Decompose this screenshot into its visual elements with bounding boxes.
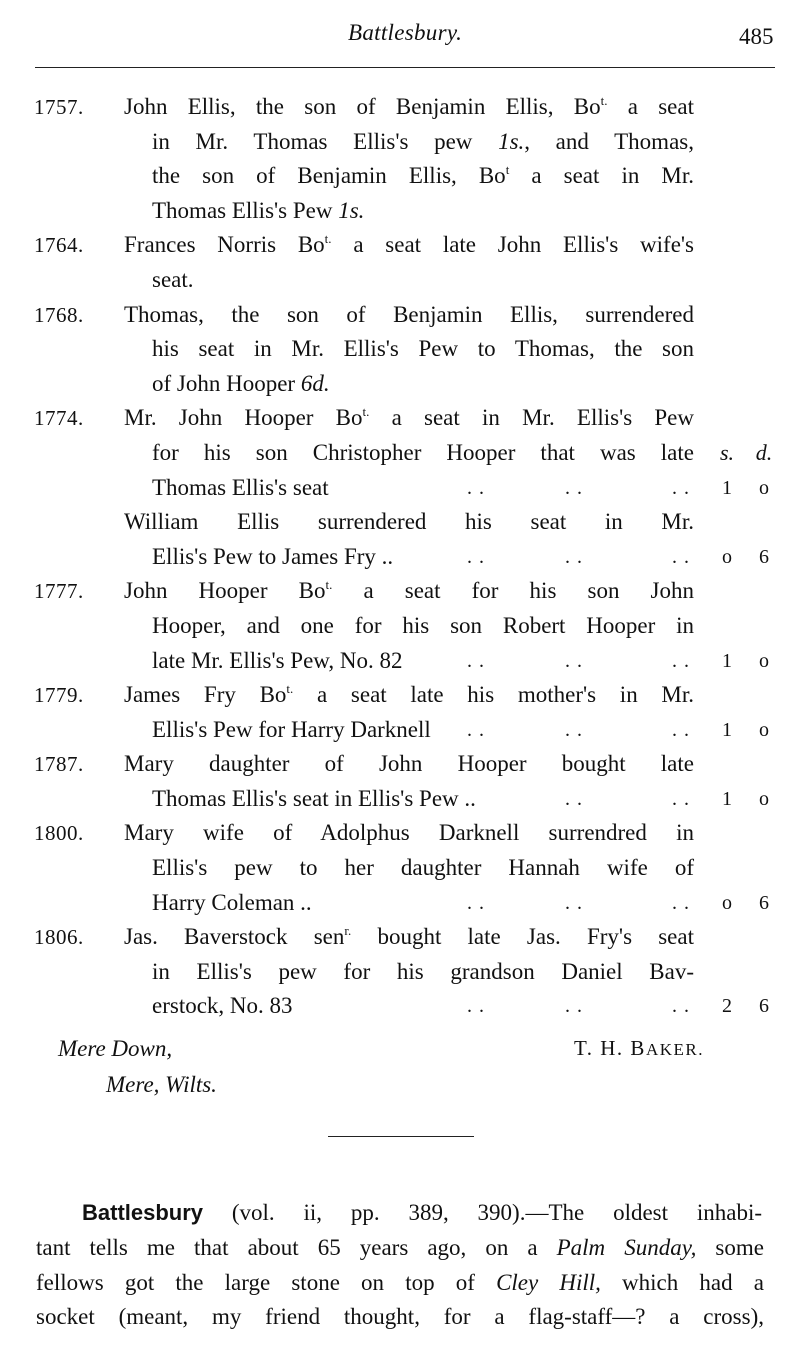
amount-shillings: 1 [722, 718, 732, 741]
entry-text [124, 747, 694, 782]
amount-pence: o [759, 476, 769, 499]
paragraph-line-4-text: socket (meant, my friend thought, for a flag-staff—? a cross), [36, 1304, 764, 1329]
signature-name [574, 1036, 704, 1061]
entry-text [124, 401, 694, 436]
entry-text-part: Mary daughter of John Hooper bought late [124, 751, 694, 777]
entry-text-part: William Ellis surrendered his seat in Mr. [124, 509, 694, 535]
register-entry [0, 90, 800, 228]
paragraph-line-2 [36, 1235, 764, 1261]
entry-line [0, 955, 800, 990]
entry-line [0, 747, 800, 782]
entry-line [0, 713, 800, 748]
dot-leader: . . [672, 545, 690, 568]
entry-text-part: , and Thomas, [524, 128, 694, 154]
dot-leader: . . [467, 995, 485, 1018]
entry-line [0, 471, 800, 506]
signature-initials: T. H. B [574, 1036, 646, 1060]
paragraph-line-2-end: some [696, 1235, 764, 1260]
dot-leader: . . [672, 718, 690, 741]
entry-text [124, 90, 694, 125]
signature-place: Mere Down, [58, 1036, 173, 1061]
amount-shillings: o [722, 545, 732, 568]
amount-pence: 6 [759, 995, 769, 1018]
entry-line [0, 505, 800, 540]
entry-year: 1774. [34, 406, 84, 431]
entry-text-part: Ellis's pew to her daughter Hannah wife of [152, 855, 694, 881]
entry-text [124, 228, 694, 263]
paragraph-line-3-end: which had a [600, 1270, 764, 1295]
amount-pence: 6 [759, 891, 769, 914]
entry-text [152, 540, 694, 575]
entry-text [152, 955, 694, 990]
entry-line [0, 194, 800, 229]
amount-inline: 1s. [338, 197, 365, 223]
pence-heading: d. [755, 439, 773, 465]
signature-place-county: Mere, Wilts. [106, 1072, 217, 1097]
dot-leader: . . [467, 891, 485, 914]
dot-leader: . . [672, 891, 690, 914]
paragraph-line-4 [36, 1304, 764, 1330]
entry-text-part: a seat late John Ellis's wife's [331, 232, 694, 258]
register-entry [0, 920, 800, 1024]
entry-text-part: Mr. John Hooper Bo [124, 405, 363, 431]
register-entry [0, 574, 800, 678]
section-divider [328, 1136, 474, 1137]
entry-text-part: late Mr. Ellis's Pew, No. 82 [152, 647, 403, 673]
running-head [0, 14, 800, 54]
entry-text-part: his seat in Mr. Ellis's Pew to Thomas, the son [152, 336, 694, 362]
entry-text [152, 989, 694, 1024]
entry-line [0, 401, 800, 436]
dot-leader: . . [672, 995, 690, 1018]
entry-text [152, 886, 694, 921]
entry-text [152, 471, 694, 506]
entry-text-part: Frances Norris Bo [124, 232, 325, 258]
entry-text-part: Mary wife of Adolphus Darknell surrendred in [124, 820, 694, 846]
signature-surname-rest: AKER. [645, 1040, 704, 1059]
entry-text-part: erstock, No. 83 [152, 993, 293, 1019]
signature-block [0, 1036, 800, 1106]
entry-text-part: for his son Christopher Hooper that was late [152, 439, 694, 465]
paragraph-line-1 [82, 1200, 762, 1226]
entry-line [0, 816, 800, 851]
entry-text [152, 851, 694, 886]
entry-text [152, 194, 694, 229]
paragraph-line-1-text: (vol. ii, pp. 389, 390).—The oldest inhabi- [203, 1200, 762, 1225]
superscript: r. [344, 923, 352, 939]
superscript: t. [324, 231, 332, 247]
entry-line [0, 609, 800, 644]
entry-text-part: of John Hooper [152, 370, 301, 396]
page-number: 485 [739, 24, 774, 49]
amount-pence: o [759, 649, 769, 672]
register-entry [0, 816, 800, 920]
entry-text-part: a seat in Mr. Ellis's Pew [369, 405, 694, 431]
cley-hill: Cley Hill, [496, 1270, 601, 1295]
entry-text-part: Thomas, the son of Benjamin Ellis, surrendered [124, 301, 694, 327]
dot-leader: . . [672, 787, 690, 810]
register-entry [0, 228, 800, 297]
entry-year: 1764. [34, 233, 84, 258]
entry-text-part: Harry Coleman .. [152, 889, 312, 915]
entry-year: 1757. [34, 95, 84, 119]
entry-year: 1800. [34, 821, 84, 846]
dot-leader: . . [565, 545, 583, 568]
entry-text-part: in Mr. Thomas Ellis's pew [152, 128, 499, 154]
entry-text [152, 263, 694, 298]
entry-line [0, 436, 800, 471]
entry-text [152, 644, 694, 679]
amount-shillings: 1 [722, 476, 732, 499]
register-entries [0, 90, 800, 1024]
amount-pence: o [759, 718, 769, 741]
dot-leader: . . [672, 649, 690, 672]
entry-line [0, 332, 800, 367]
amount-shillings: o [722, 891, 732, 914]
entry-text [152, 125, 694, 160]
entry-text-part: Jas. Baverstock sen [124, 924, 345, 950]
entry-text-part: in Ellis's pew for his grandson Daniel Bav- [152, 958, 694, 984]
entry-text [124, 920, 694, 955]
entry-text [152, 159, 694, 194]
dot-leader: . . [565, 787, 583, 810]
entry-text-part: Thomas Ellis's Pew [152, 197, 339, 223]
entry-line [0, 574, 800, 609]
entry-line [0, 678, 800, 713]
dot-leader: . . [467, 649, 485, 672]
entry-line [0, 125, 800, 160]
entry-line [0, 90, 800, 125]
entry-text [124, 816, 694, 851]
entry-text [152, 713, 694, 748]
superscript: t. [325, 577, 333, 593]
entry-text [152, 782, 694, 817]
entry-text-part: bought late Jas. Fry's seat [351, 924, 694, 950]
entry-text-part: Thomas Ellis's seat [152, 474, 329, 500]
amount-inline: 6d. [300, 370, 330, 396]
entry-line [0, 228, 800, 263]
dot-leader: . . [565, 891, 583, 914]
entry-year: 1806. [34, 925, 84, 950]
dot-leader: . . [565, 995, 583, 1018]
entry-line [0, 851, 800, 886]
superscript: t. [362, 404, 370, 420]
entry-text-part: John Ellis, the son of Benjamin Ellis, Bo [124, 94, 601, 119]
entry-text-part: the son of Benjamin Ellis, Bo [152, 163, 506, 189]
entry-text [124, 574, 694, 609]
entry-line [0, 920, 800, 955]
paragraph-line-3 [36, 1270, 764, 1296]
amount-inline: 1s. [498, 128, 525, 154]
entry-line [0, 540, 800, 575]
entry-line [0, 367, 800, 402]
entry-text-part: a seat in Mr. [509, 163, 694, 189]
entry-line [0, 886, 800, 921]
superscript: t [505, 162, 510, 178]
entry-text-part: a seat [607, 94, 694, 119]
amount-shillings: 1 [722, 787, 732, 810]
entry-text-part: seat. [152, 266, 194, 292]
entry-line [0, 298, 800, 333]
register-entry [0, 747, 800, 816]
paragraph-heading: Battlesbury [82, 1200, 204, 1225]
palm-sunday: Palm Sunday, [556, 1235, 697, 1260]
paragraph-line-3-text: fellows got the large stone on top of [36, 1270, 497, 1295]
entry-text-part: Ellis's Pew for Harry Darknell [152, 716, 431, 742]
register-entry [0, 298, 800, 402]
entry-line [0, 263, 800, 298]
dot-leader: . . [565, 718, 583, 741]
entry-text-part: Ellis's Pew to James Fry .. [152, 543, 394, 569]
dot-leader: . . [565, 649, 583, 672]
dot-leader: . . [467, 718, 485, 741]
shillings-heading: s. [719, 439, 735, 465]
entry-text-part: a seat for his son John [332, 578, 694, 604]
amount-shillings: 2 [722, 995, 732, 1018]
entry-text [152, 367, 694, 402]
superscript: t. [600, 93, 608, 108]
entry-line [0, 989, 800, 1024]
running-title: Battlesbury. [348, 20, 463, 45]
entry-text [152, 609, 694, 644]
entry-text-part: John Hooper Bo [124, 578, 326, 604]
entry-line [0, 782, 800, 817]
entry-text [152, 332, 694, 367]
amount-pence: o [759, 787, 769, 810]
entry-year: 1779. [34, 683, 84, 708]
entry-line [0, 644, 800, 679]
dot-leader: . . [467, 545, 485, 568]
superscript: t. [286, 681, 294, 697]
amount-shillings: 1 [722, 649, 732, 672]
entry-text [124, 505, 694, 540]
entry-year: 1787. [34, 752, 84, 777]
amount-pence: 6 [759, 545, 769, 568]
entry-text-part: Hooper, and one for his son Robert Hooper in [152, 612, 694, 638]
dot-leader: . . [467, 476, 485, 499]
entry-text [124, 678, 694, 713]
header-rule [35, 67, 775, 68]
entry-text-part: James Fry Bo [124, 682, 287, 708]
register-entry [0, 505, 800, 574]
entry-text-part: Thomas Ellis's seat in Ellis's Pew .. [152, 785, 476, 811]
entry-year: 1777. [34, 579, 84, 604]
dot-leader: . . [565, 476, 583, 499]
entry-text [152, 436, 694, 471]
entry-text [124, 298, 694, 333]
register-entry [0, 401, 800, 505]
paragraph-line-2-text: tant tells me that about 65 years ago, on a [36, 1235, 557, 1260]
dot-leader: . . [672, 476, 690, 499]
entry-line [0, 159, 800, 194]
register-entry [0, 678, 800, 747]
entry-year: 1768. [34, 302, 84, 327]
entry-text-part: a seat late his mother's in Mr. [293, 682, 694, 708]
